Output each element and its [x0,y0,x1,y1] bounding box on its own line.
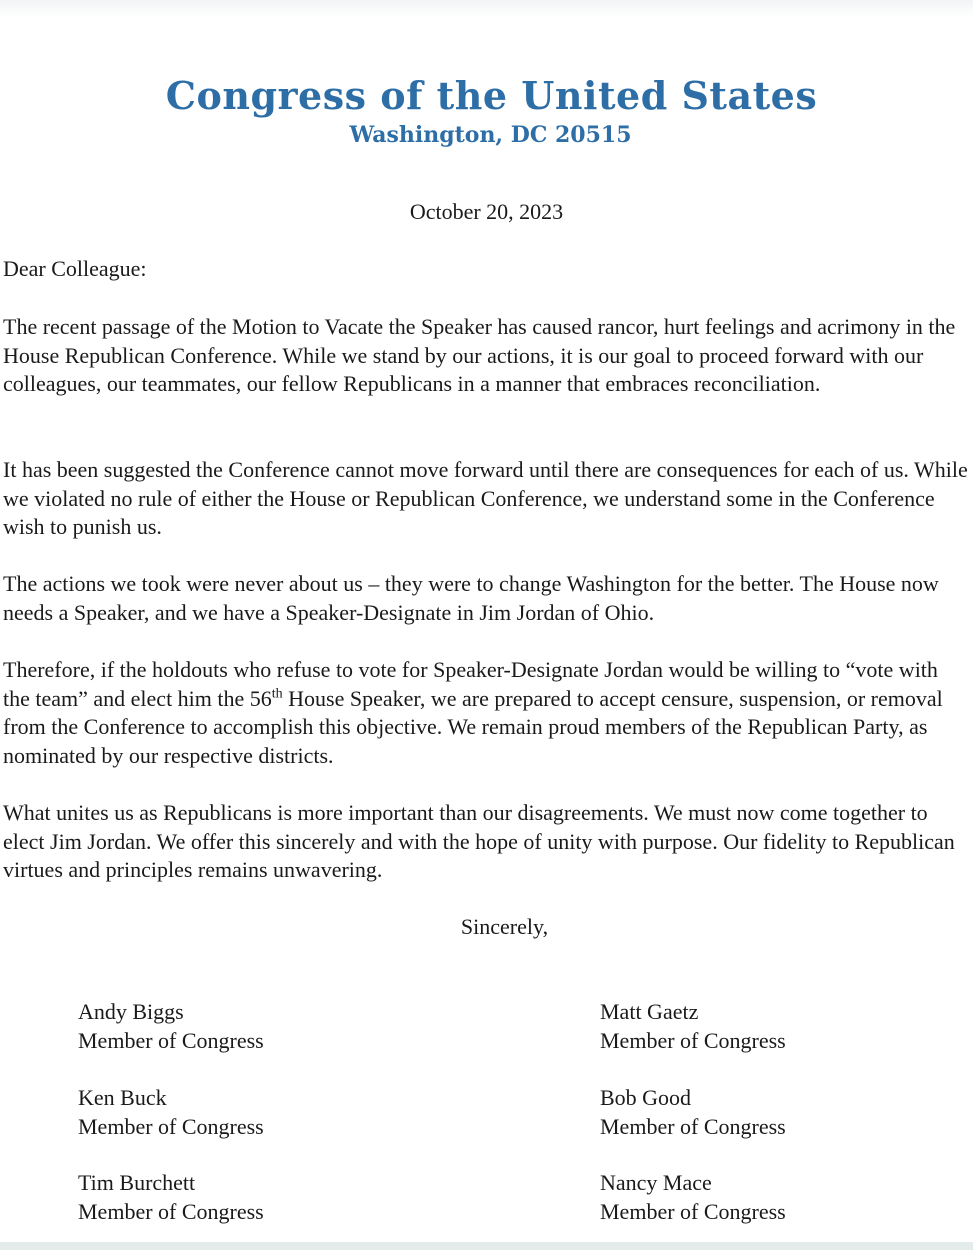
page-top-edge [0,0,973,18]
paragraph-2: It has been suggested the Conference cannot move forward until there are consequences for each of us. While we violated no rule of either the House or Republican Conference, we understand some in the Conference wish to punish us. [3,457,968,539]
signatory-title: Member of Congress [78,1114,264,1139]
signatory-title: Member of Congress [78,1199,264,1224]
signature-block [78,997,264,1055]
signatory-name: Bob Good [600,1085,692,1110]
letterhead [0,72,973,150]
signature-block [600,997,786,1055]
paragraph-4 [3,656,968,770]
ordinal-suffix: th [271,686,283,702]
salutation: Dear Colleague: [3,256,147,281]
paragraph-1: The recent passage of the Motion to Vacate the Speaker has caused rancor, hurt feelings and acrimony in the House Republican Conference. While we stand by our actions, it is our goal to proceed forward with our colleagues, our teammates, our fellow Republicans in a manner that embraces reconciliation. [3,314,956,396]
letter-date: October 20, 2023 [409,199,564,224]
signatory-title: Member of Congress [600,1114,786,1139]
signature-block [600,1168,786,1226]
signature-block [600,1083,786,1141]
paragraph-4-before: Therefore, if the holdouts who refuse to vote for Speaker-Designate Jordan would be willing to “vote with the team” and elect him the 56 [3,657,938,711]
signatory-name: Ken Buck [78,1085,167,1110]
signatory-title: Member of Congress [78,1028,264,1053]
signatory-name: Matt Gaetz [600,999,699,1024]
letterhead-address: Washington, DC 20515 [349,122,632,148]
signatory-name: Nancy Mace [600,1170,712,1195]
paragraph-4-after: House Speaker, we are prepared to accept censure, suspension, or removal from the Conference to accomplish this objective. We remain proud members of the Republican Party, as nominated by our respective districts. [3,685,943,768]
signature-block [78,1168,264,1226]
letterhead-title: Congress of the United States [165,73,818,118]
signatory-title: Member of Congress [600,1199,786,1224]
signatory-title: Member of Congress [600,1028,786,1053]
signatory-name: Andy Biggs [78,999,184,1024]
paragraph-3: The actions we took were never about us – they were to change Washington for the better. The House now needs a Speaker, and we have a Speaker-Designate in Jim Jordan of Ohio. [3,571,939,625]
paragraph-5: What unites us as Republicans is more important than our disagreements. We must now come together to elect Jim Jordan. We offer this sincerely and with the hope of unity with purpose. Our fidelity to Republican virtues and principles remains unwavering. [3,800,955,882]
signature-block [78,1083,264,1141]
page-bottom-edge [0,1242,973,1250]
signatory-name: Tim Burchett [78,1170,196,1195]
closing: Sincerely, [460,914,549,939]
